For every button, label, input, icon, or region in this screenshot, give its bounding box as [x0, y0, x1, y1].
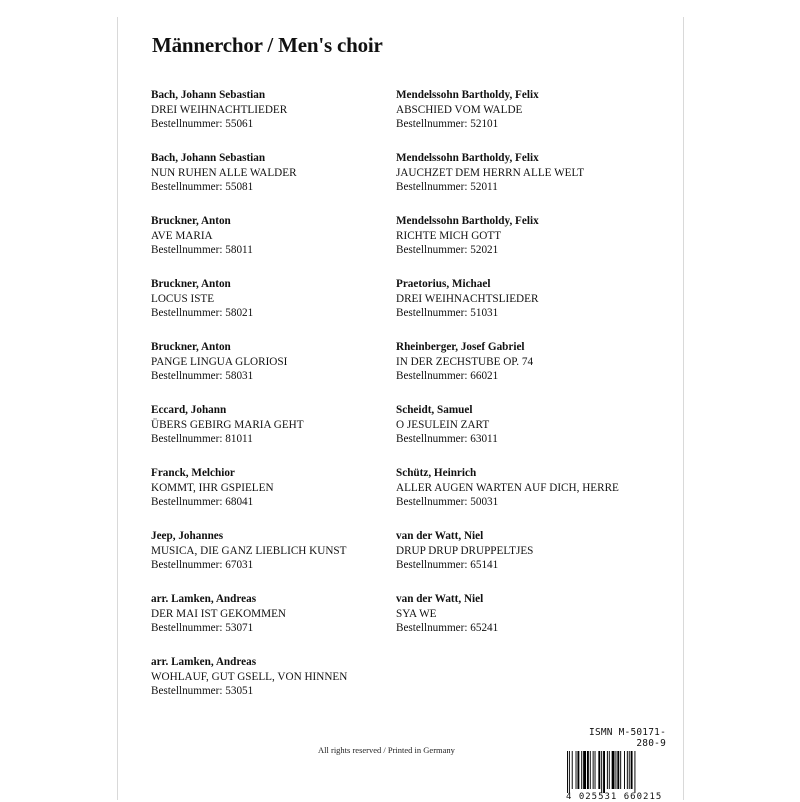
- list-item: [151, 655, 411, 718]
- right-column: [396, 88, 656, 655]
- isbn-label: ISMN M-50171-280-9: [589, 727, 666, 749]
- page-title: Männerchor / Men's choir: [152, 33, 383, 57]
- list-item: [151, 403, 411, 466]
- work-title: NUN RUHEN ALLE WALDER: [151, 166, 297, 179]
- work-title: DER MAI IST GEKOMMEN: [151, 607, 286, 620]
- composer-name: Franck, Melchior: [151, 467, 235, 479]
- composer-name: Scheidt, Samuel: [396, 404, 473, 416]
- work-title: PANGE LINGUA GLORIOSI: [151, 355, 288, 368]
- composer-name: Mendelssohn Bartholdy, Felix: [396, 152, 539, 164]
- left-column: [151, 88, 411, 718]
- composer-name: Bruckner, Anton: [151, 341, 231, 353]
- order-number: Bestellnummer: 53071: [151, 622, 254, 635]
- work-title: ALLER AUGEN WARTEN AUF DICH, HERRE: [396, 481, 619, 494]
- work-title: JAUCHZET DEM HERRN ALLE WELT: [396, 166, 585, 179]
- list-item: [151, 592, 411, 655]
- work-title: LOCUS ISTE: [151, 292, 215, 305]
- order-number: Bestellnummer: 65241: [396, 622, 499, 635]
- composer-name: Bruckner, Anton: [151, 215, 231, 227]
- composer-name: arr. Lamken, Andreas: [151, 593, 257, 605]
- order-number: Bestellnummer: 55061: [151, 118, 254, 131]
- list-item: [151, 466, 411, 529]
- work-title: KOMMT, IHR GSPIELEN: [151, 481, 274, 494]
- work-title: DRUP DRUP DRUPPELTJES: [396, 544, 534, 557]
- work-title: ÜBERS GEBIRG MARIA GEHT: [151, 418, 304, 431]
- work-title: IN DER ZECHSTUBE OP. 74: [396, 355, 534, 368]
- composer-name: Mendelssohn Bartholdy, Felix: [396, 215, 539, 227]
- order-number: Bestellnummer: 53051: [151, 685, 254, 698]
- composer-name: van der Watt, Niel: [396, 593, 484, 605]
- composer-name: van der Watt, Niel: [396, 530, 484, 542]
- order-number: Bestellnummer: 63011: [396, 433, 498, 446]
- work-title: ABSCHIED VOM WALDE: [396, 103, 523, 116]
- list-item: [151, 88, 411, 151]
- list-item: [396, 529, 656, 592]
- isbn-barcode-block: [566, 727, 666, 802]
- barcode-icon: [566, 751, 665, 793]
- composer-name: Bach, Johann Sebastian: [151, 152, 266, 164]
- composer-name: Praetorius, Michael: [396, 278, 491, 290]
- order-number: Bestellnummer: 68041: [151, 496, 254, 509]
- list-item: [396, 277, 656, 340]
- work-title: DREI WEIHNACHTLIEDER: [151, 103, 288, 116]
- order-number: Bestellnummer: 55081: [151, 181, 254, 194]
- composer-name: arr. Lamken, Andreas: [151, 656, 257, 668]
- list-item: [396, 151, 656, 214]
- order-number: Bestellnummer: 52011: [396, 181, 498, 194]
- list-item: [396, 214, 656, 277]
- work-title: RICHTE MICH GOTT: [396, 229, 502, 242]
- list-item: [151, 529, 411, 592]
- work-title: SYA WE: [396, 607, 437, 620]
- order-number: Bestellnummer: 58031: [151, 370, 254, 383]
- list-item: [151, 340, 411, 403]
- copyright-footer: All rights reserved / Printed in Germany: [318, 745, 455, 755]
- composer-name: Jeep, Johannes: [151, 530, 224, 542]
- list-item: [396, 403, 656, 466]
- composer-name: Schütz, Heinrich: [396, 467, 477, 479]
- order-number: Bestellnummer: 58011: [151, 244, 253, 257]
- list-item: [151, 277, 411, 340]
- work-title: AVE MARIA: [151, 229, 213, 242]
- composer-name: Eccard, Johann: [151, 404, 227, 416]
- composer-name: Rheinberger, Josef Gabriel: [396, 341, 525, 353]
- order-number: Bestellnummer: 52101: [396, 118, 499, 131]
- order-number: Bestellnummer: 65141: [396, 559, 499, 572]
- composer-name: Bach, Johann Sebastian: [151, 89, 266, 101]
- order-number: Bestellnummer: 52021: [396, 244, 499, 257]
- composer-name: Mendelssohn Bartholdy, Felix: [396, 89, 539, 101]
- work-title: O JESULEIN ZART: [396, 418, 490, 431]
- list-item: [151, 214, 411, 277]
- work-title: WOHLAUF, GUT GSELL, VON HINNEN: [151, 670, 348, 683]
- order-number: Bestellnummer: 51031: [396, 307, 499, 320]
- order-number: Bestellnummer: 67031: [151, 559, 254, 572]
- barcode-digits: 4 025531 660215: [566, 792, 663, 802]
- list-item: [151, 151, 411, 214]
- list-item: [396, 340, 656, 403]
- order-number: Bestellnummer: 66021: [396, 370, 499, 383]
- work-title: MUSICA, DIE GANZ LIEBLICH KUNST: [151, 544, 347, 557]
- order-number: Bestellnummer: 50031: [396, 496, 499, 509]
- list-item: [396, 592, 656, 655]
- list-item: [396, 466, 656, 529]
- order-number: Bestellnummer: 58021: [151, 307, 254, 320]
- order-number: Bestellnummer: 81011: [151, 433, 253, 446]
- work-title: DREI WEIHNACHTSLIEDER: [396, 292, 539, 305]
- list-item: [396, 88, 656, 151]
- composer-name: Bruckner, Anton: [151, 278, 231, 290]
